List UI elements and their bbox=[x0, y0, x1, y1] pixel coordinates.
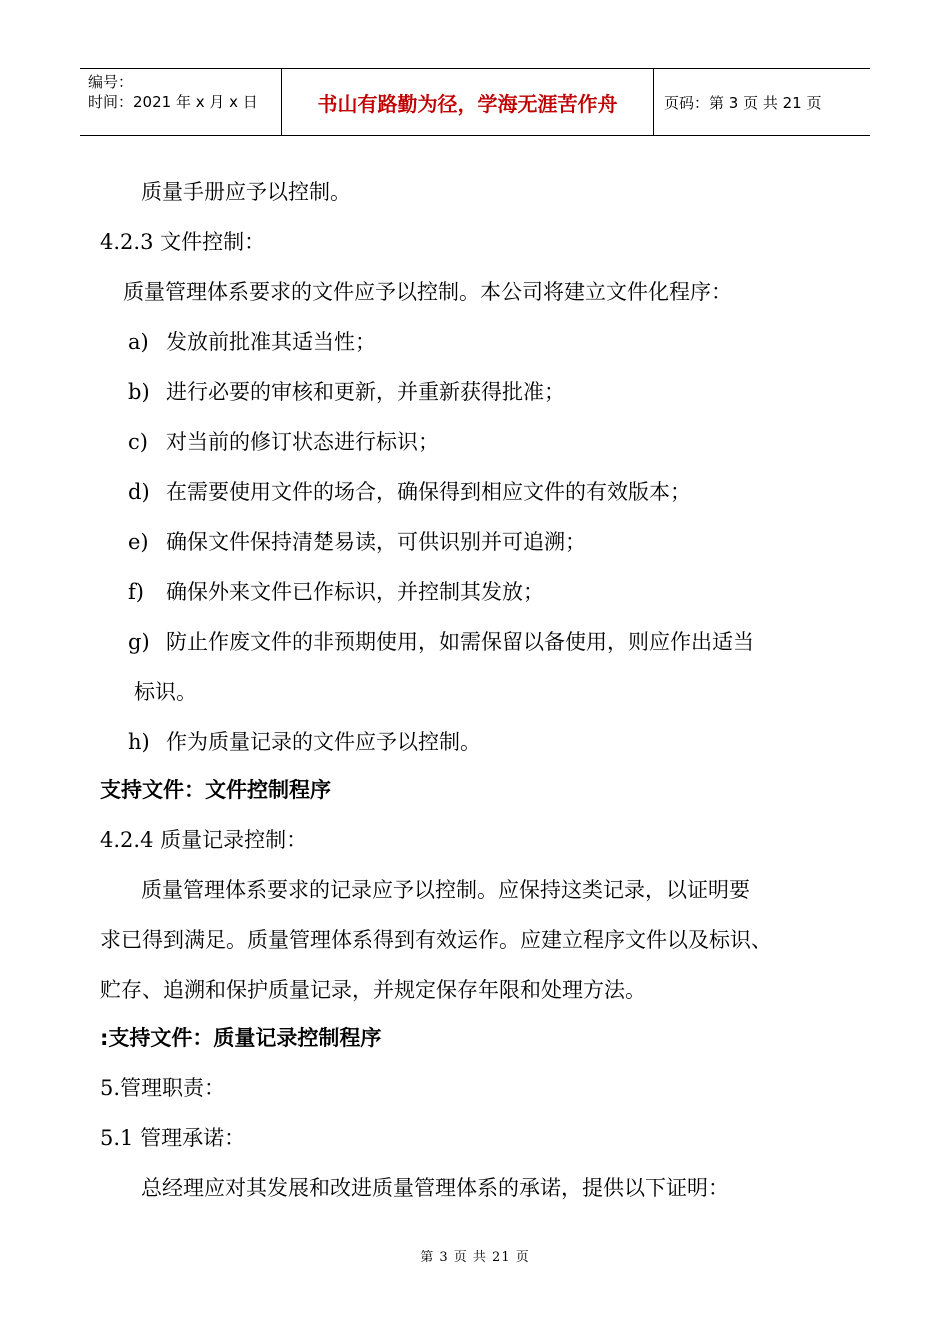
header-meta bbox=[80, 69, 282, 135]
paragraph-line: 总经理应对其发展和改进质量管理体系的承诺，提供以下证明： bbox=[141, 1176, 729, 1200]
list-item-text: 发放前批准其适当性； bbox=[166, 330, 376, 354]
list-item-b bbox=[128, 378, 565, 406]
list-item-text: 在需要使用文件的场合，确保得到相应文件的有效版本； bbox=[166, 480, 691, 504]
list-item-h bbox=[128, 728, 481, 756]
list-item-text: 进行必要的审核和更新，并重新获得批准； bbox=[166, 380, 565, 404]
list-item-g bbox=[128, 628, 754, 656]
header-date-label: 时间：2021 年 x 月 x 日 bbox=[88, 93, 258, 111]
list-item-label: g) bbox=[128, 630, 150, 654]
list-item-label: b) bbox=[128, 380, 150, 404]
page-footer: 第 3 页 共 21 页 bbox=[420, 1250, 530, 1265]
header-number-label: 编号： bbox=[88, 73, 134, 91]
header-motto: 书山有路勤为径，学海无涯苦作舟 bbox=[282, 69, 654, 135]
list-item-label: a) bbox=[128, 330, 149, 354]
text-line: 质量手册应予以控制。 bbox=[141, 180, 351, 204]
paragraph-line: 质量管理体系要求的记录应予以控制。应保持这类记录，以证明要 bbox=[141, 878, 750, 902]
page-header bbox=[80, 68, 870, 136]
list-item-label: e) bbox=[128, 530, 149, 554]
paragraph-line: 贮存、追溯和保护质量记录，并规定保存年限和处理方法。 bbox=[100, 978, 646, 1002]
list-item-e bbox=[128, 528, 586, 556]
paragraph-line: 求已得到满足。质量管理体系得到有效运作。应建立程序文件以及标识、 bbox=[100, 928, 772, 952]
section-heading-4-2-4: 4.2.4 质量记录控制： bbox=[100, 828, 308, 852]
section-heading-5-1: 5.1 管理承诺： bbox=[100, 1126, 246, 1150]
list-item-label: f) bbox=[128, 580, 144, 604]
list-item-text: 确保文件保持清楚易读，可供识别并可追溯； bbox=[166, 530, 586, 554]
list-item-d bbox=[128, 478, 691, 506]
list-item-f bbox=[128, 578, 544, 606]
list-item-text: 防止作废文件的非预期使用，如需保留以备使用，则应作出适当 bbox=[166, 630, 754, 654]
header-page-label: 页码：第 3 页 共 21 页 bbox=[664, 93, 822, 112]
list-item-text: 作为质量记录的文件应予以控制。 bbox=[166, 730, 481, 754]
section-heading-5: 5.管理职责： bbox=[100, 1076, 226, 1100]
list-item-c bbox=[128, 428, 439, 456]
text-line: 质量管理体系要求的文件应予以控制。本公司将建立文件化程序： bbox=[123, 280, 732, 304]
section-heading-4-2-3: 4.2.3 文件控制： bbox=[100, 230, 266, 254]
list-item-text: 确保外来文件已作标识，并控制其发放； bbox=[166, 580, 544, 604]
list-item-a bbox=[128, 328, 376, 356]
support-file-note: 支持文件：文件控制程序 bbox=[100, 778, 331, 802]
list-item-g-continuation: 标识。 bbox=[134, 680, 197, 704]
list-item-label: h) bbox=[128, 730, 150, 754]
list-item-text: 对当前的修订状态进行标识； bbox=[166, 430, 439, 454]
support-file-note: :支持文件：质量记录控制程序 bbox=[100, 1026, 382, 1050]
list-item-label: d) bbox=[128, 480, 150, 504]
list-item-label: c) bbox=[128, 430, 148, 454]
